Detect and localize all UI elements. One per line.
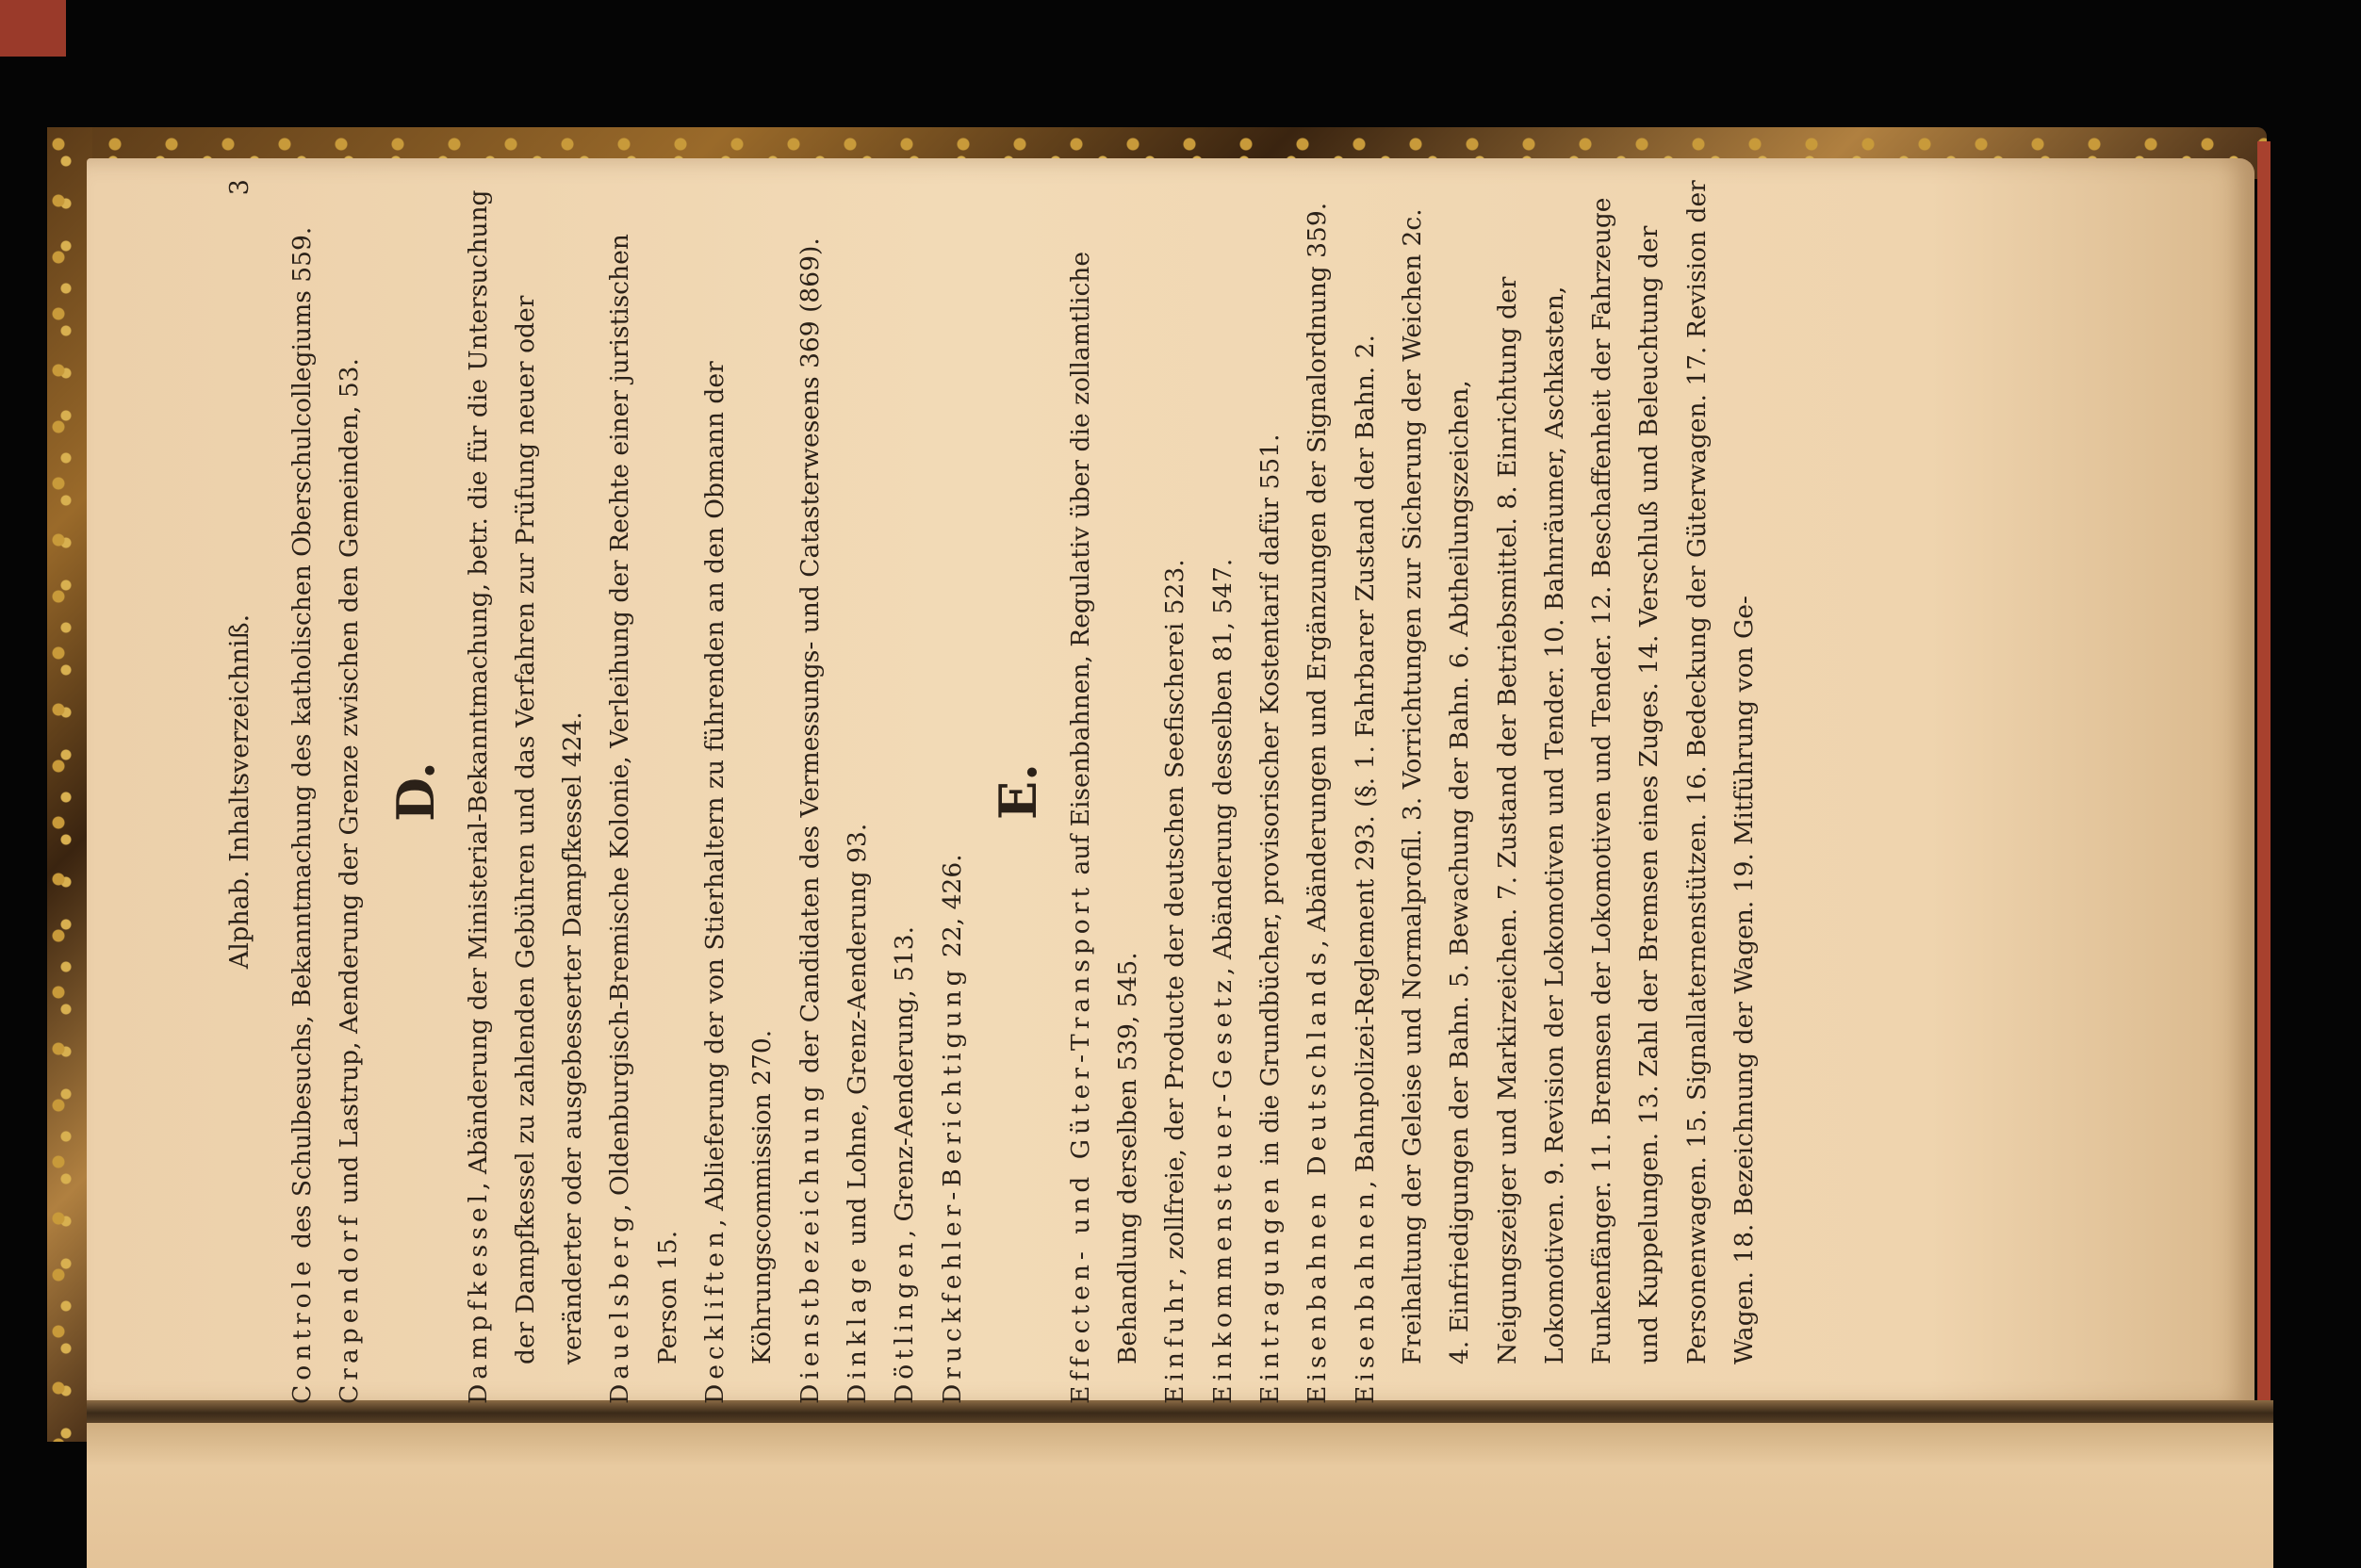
entry-headword: Dötlingen — [890, 1237, 920, 1404]
entry-headword: Effecten- und Güter-Transport — [1065, 882, 1095, 1404]
facing-page-edge — [87, 1423, 2273, 1568]
entry-text: auf Eisenbahnen, Regulativ über die zollamtliche Behandlung derselben 539, 545. — [1065, 251, 1143, 1364]
entry-text: , Oldenburgisch-Bremische Kolonie, Verleihung der Rechte einer juristischen Person 15. — [605, 234, 682, 1364]
entry-text: , Abänderung desselben 81, 547. — [1207, 558, 1238, 976]
entry-headword: Dampfkessel — [463, 1189, 493, 1404]
index-entry — [1058, 179, 1153, 1404]
entry-headword: Eisenbahnen Deutschlands — [1303, 947, 1333, 1404]
entry-headword: Crapendorf — [335, 1212, 365, 1404]
index-entry — [834, 179, 881, 1404]
index-entry — [1342, 179, 1769, 1404]
entry-headword: Einfuhr — [1160, 1275, 1190, 1404]
section-letter: E. — [987, 763, 1048, 820]
index-entry — [455, 179, 598, 1404]
index-entry — [279, 179, 326, 1404]
index-entry — [1200, 179, 1247, 1404]
entry-text: des Schulbesuchs, Bekanntmachung des katholischen Oberschulcollegiums 559. — [287, 226, 317, 1257]
entry-text: , zollfreie, der Producte der deutschen Seefischerei 523. — [1160, 559, 1190, 1276]
cover-corner — [0, 0, 66, 57]
entry-text: in die Grundbücher, provisorischer Kostentarif dafür 551. — [1255, 433, 1286, 1174]
index-entry — [787, 179, 834, 1404]
entry-text: , Bahnpolizei-Reglement 293. (§. 1. Fahrbarer Zustand der Bahn. 2. Freihaltung der Geleise und Normalprofil. 3. Vorrichtungen zur Sicherung der Weichen 2c. 4. Einfriedigungen der Bahn. 5. Bewachung der Bahn. 6. Abtheilungszeichen, Neigungszeiger und Markirzeichen. 7. Zustand der Betriebsmittel. 8. Einrichtung der Lokomotiven. 9. Revision der Lokomotiven und Tender. 10. Bahnräumer, Aschkasten, Funkenfänger. 11. Bremsen der Lokomotiven und Tender. 12. Beschaffenheit der Fahrzeuge und Kuppelungen. 13. Zahl der Bremsen eines Zuges. 14. Verschluß und Beleuchtung der Personenwagen. 15. Signallaternenstützen. 16. Bedeckung der Güterwagen. 17. Revision der Wagen. 18. Bezeichnung der Wagen. 19. Mitführung von Ge- — [1350, 180, 1760, 1364]
red-page-edge — [2257, 141, 2271, 1423]
entry-text: , Ablieferung der von Stierhaltern zu führenden an den Obmann der Köhrungscommission 270. — [700, 361, 778, 1364]
entry-text: , Abänderung der Ministerial-Bekanntmachung, betr. die für die Untersuchung der Dampfkessel zu zahlenden Gebühren und das Verfahren zur Prüfung neuer oder veränderter oder ausgebesserter Dampfkessel 424. — [463, 189, 588, 1364]
page-number: 3 — [225, 179, 254, 196]
entry-headword: Eintragungen — [1255, 1173, 1286, 1404]
index-sections — [279, 179, 1768, 1404]
index-entry — [692, 179, 787, 1404]
entry-text: 22, 426. — [937, 854, 967, 966]
page-text-block — [217, 179, 2158, 1404]
entry-headword: Dinklage — [842, 1253, 872, 1404]
entry-text: der Candidaten des Vermessungs- und Catasterwesens 369 (869). — [795, 237, 825, 1082]
entry-headword: Einkommensteuer-Gesetz — [1207, 975, 1238, 1404]
section-letter: D. — [385, 761, 446, 822]
index-entry — [1152, 179, 1199, 1404]
index-entry — [1294, 179, 1341, 1404]
entry-headword: Deckliften — [700, 1227, 730, 1404]
index-entry — [597, 179, 692, 1404]
running-title: Alphab. Inhaltsverzeichniß. — [225, 613, 254, 970]
entry-text: , Grenz-Aenderung, 513. — [890, 925, 920, 1238]
entry-headword: Dauelsberg — [605, 1211, 635, 1404]
entry-headword: Eisenbahnen — [1350, 1188, 1380, 1404]
index-entry — [1247, 179, 1294, 1404]
entry-headword: Controle — [287, 1256, 317, 1404]
index-entry — [929, 179, 976, 1404]
running-header — [217, 179, 279, 1404]
entry-headword: Dienstbezeichnung — [795, 1081, 825, 1404]
index-entry — [326, 179, 373, 1404]
entry-text: und Lastrup, Aenderung der Grenze zwischen den Gemeinden, 53. — [335, 358, 365, 1213]
entry-text: und Lohne, Grenz-Aenderung 93. — [842, 823, 872, 1254]
index-entry — [881, 179, 928, 1404]
entry-headword: Druckfehler-Berichtigung — [937, 965, 967, 1404]
entry-text: , Abänderungen und Ergänzungen der Signalordnung 359. — [1303, 202, 1333, 948]
marbled-cover-left — [47, 127, 92, 1442]
